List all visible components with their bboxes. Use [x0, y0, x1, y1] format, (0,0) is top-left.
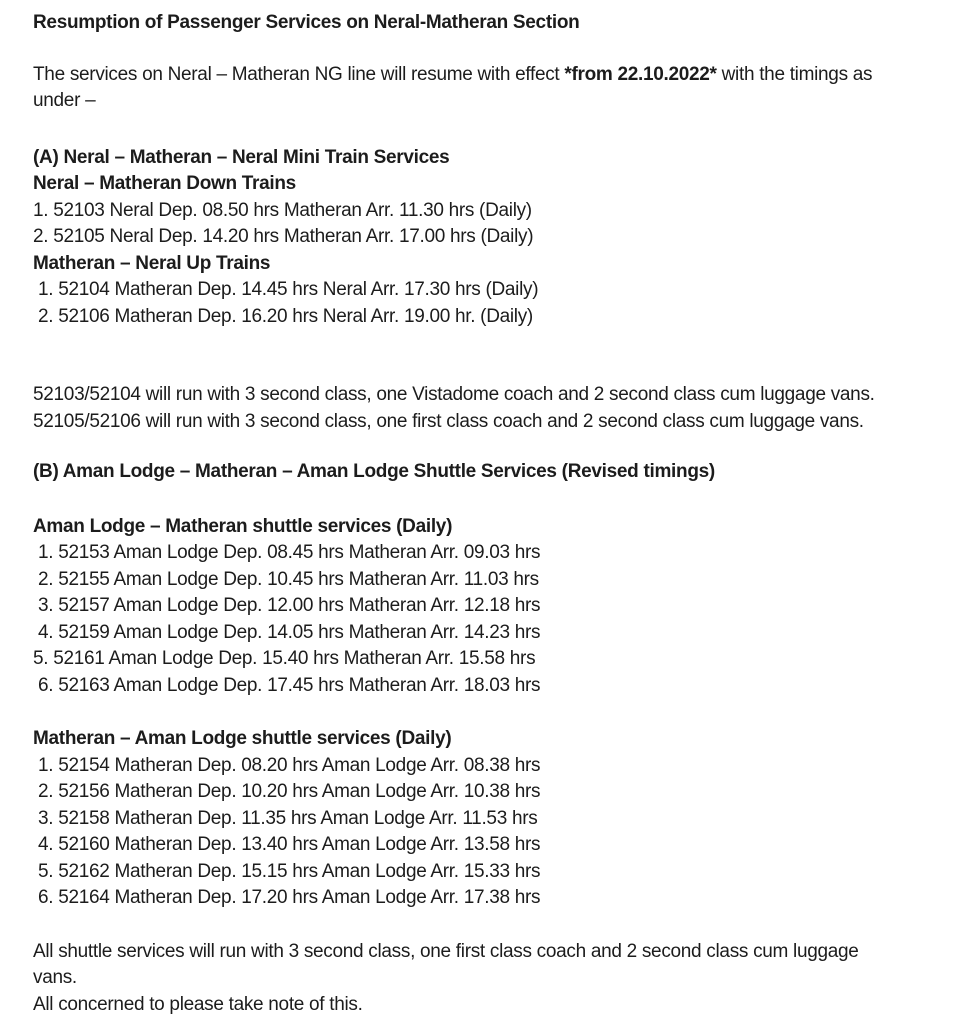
closing-note — [33, 939, 978, 1019]
shuttle-schedule-line: 2. 52156 Matheran Dep. 10.20 hrs Aman Lodge Arr. 10.38 hrs — [33, 781, 541, 802]
shuttle-schedule-line: 1. 52153 Aman Lodge Dep. 08.45 hrs Matheran Arr. 09.03 hrs — [33, 542, 541, 563]
coach-composition-line: 52103/52104 will run with 3 second class, one Vistadome coach and 2 second class cum luggage vans. — [33, 384, 875, 405]
shuttle-schedule-line: 4. 52160 Matheran Dep. 13.40 hrs Aman Lodge Arr. 13.58 hrs — [33, 834, 541, 855]
down-trains-heading: Neral – Matheran Down Trains — [33, 173, 296, 194]
coach-composition-line: 52105/52106 will run with 3 second class, one first class coach and 2 second class cum luggage vans. — [33, 410, 864, 432]
shuttle-schedule-line: 4. 52159 Aman Lodge Dep. 14.05 hrs Matheran Arr. 14.23 hrs — [33, 621, 541, 643]
up-trains-heading: Matheran – Neral Up Trains — [33, 252, 271, 274]
section-a-heading: (A) Neral – Matheran – Neral Mini Train Services — [33, 146, 450, 168]
down-train-schedule-line: 1. 52103 Neral Dep. 08.50 hrs Matheran Arr. 11.30 hrs (Daily) — [33, 199, 532, 221]
intro-line-2: under – — [33, 90, 96, 111]
shuttle-schedule-line: 3. 52157 Aman Lodge Dep. 12.00 hrs Matheran Arr. 12.18 hrs — [33, 595, 541, 616]
intro-text-after-date: with the timings as — [716, 63, 873, 85]
shuttle-schedule-line: 3. 52158 Matheran Dep. 11.35 hrs Aman Lodge Arr. 11.53 hrs — [33, 807, 538, 829]
shuttle-schedule-line: 2. 52155 Aman Lodge Dep. 10.45 hrs Matheran Arr. 11.03 hrs — [33, 568, 539, 590]
intro-text-before-date: The services on Neral – Matheran NG line will resume with effect — [33, 63, 565, 85]
closing-note-line: All concerned to please take note of this. — [33, 993, 363, 1015]
section-b-heading: (B) Aman Lodge – Matheran – Aman Lodge Shuttle Services (Revised timings) — [33, 461, 715, 482]
up-train-schedule-line: 1. 52104 Matheran Dep. 14.45 hrs Neral Arr. 17.30 hrs (Daily) — [33, 279, 539, 300]
coach-composition-note — [33, 382, 978, 435]
intro-paragraph — [33, 62, 978, 115]
shuttle-schedule-line: 5. 52162 Matheran Dep. 15.15 hrs Aman Lodge Arr. 15.33 hrs — [33, 860, 541, 882]
up-train-schedule-line: 2. 52106 Matheran Dep. 16.20 hrs Neral Arr. 19.00 hr. (Daily) — [33, 305, 533, 327]
effective-date: *from 22.10.2022* — [564, 63, 717, 85]
shuttle-schedule-line: 6. 52163 Aman Lodge Dep. 17.45 hrs Matheran Arr. 18.03 hrs — [33, 674, 541, 696]
shuttle-schedule-line: 1. 52154 Matheran Dep. 08.20 hrs Aman Lodge Arr. 08.38 hrs — [33, 754, 541, 776]
section-a-mini-train-services — [33, 145, 978, 331]
aman-lodge-to-matheran-shuttle-list — [33, 514, 978, 700]
intro-line-1 — [33, 62, 978, 89]
matheran-to-aman-lodge-shuttle-list — [33, 726, 978, 912]
page-title: Resumption of Passenger Services on Neral-Matheran Section — [33, 12, 580, 33]
down-train-schedule-line: 2. 52105 Neral Dep. 14.20 hrs Matheran Arr. 17.00 hrs (Daily) — [33, 226, 534, 247]
closing-note-line: All shuttle services will run with 3 second class, one first class coach and 2 second class cum luggage — [33, 940, 859, 962]
shuttle-schedule-line: 6. 52164 Matheran Dep. 17.20 hrs Aman Lodge Arr. 17.38 hrs — [33, 887, 541, 908]
closing-note-line: vans. — [33, 967, 77, 988]
shuttle-schedule-line: 5. 52161 Aman Lodge Dep. 15.40 hrs Matheran Arr. 15.58 hrs — [33, 648, 536, 669]
matheran-to-aman-lodge-heading: Matheran – Aman Lodge shuttle services (Daily) — [33, 728, 452, 749]
aman-lodge-to-matheran-heading: Aman Lodge – Matheran shuttle services (Daily) — [33, 515, 453, 537]
